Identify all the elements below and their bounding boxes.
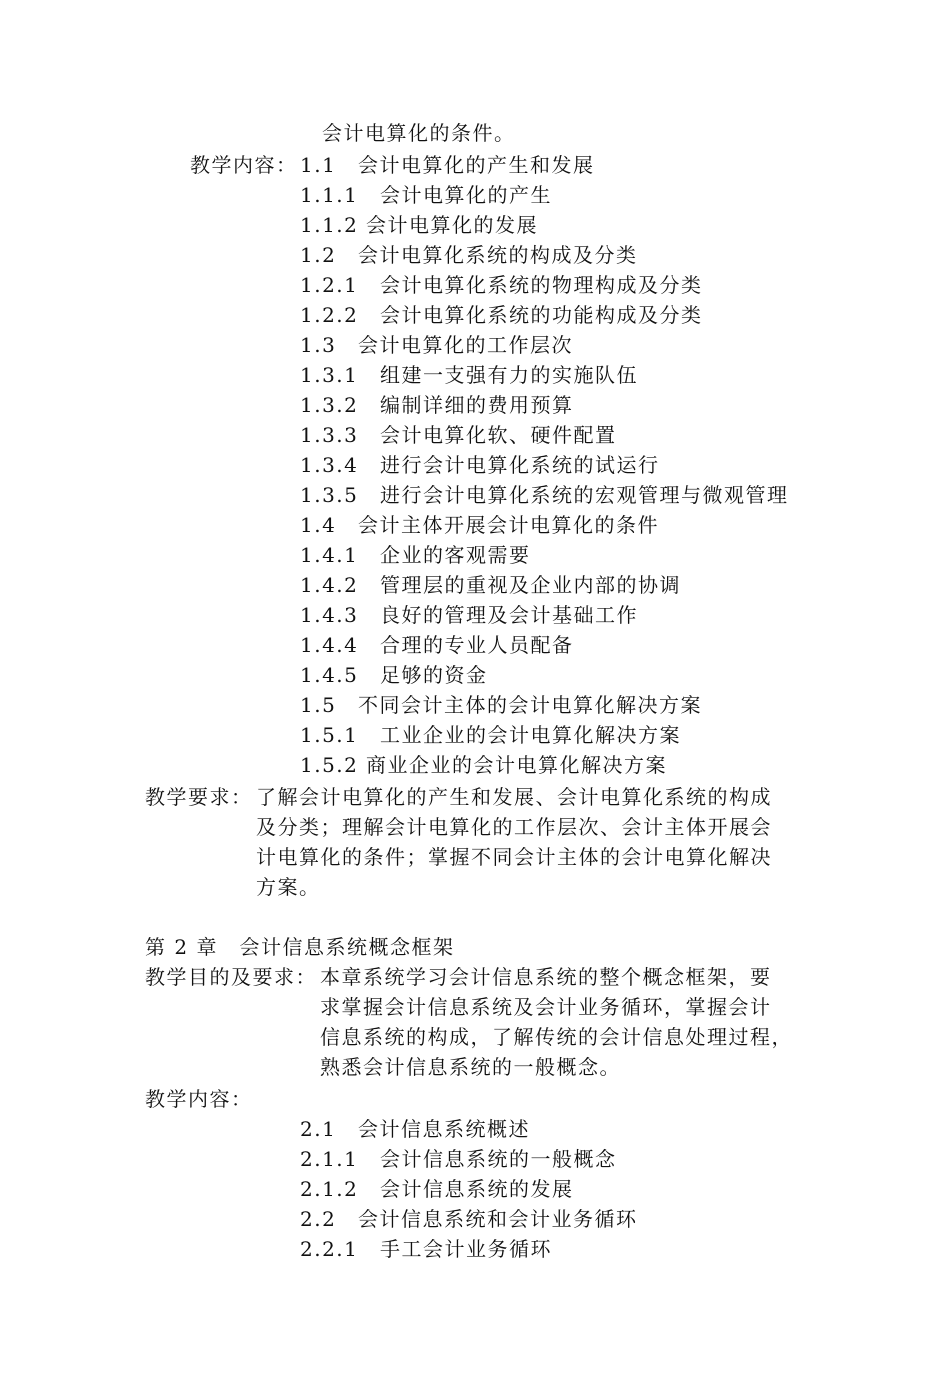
toc-item bbox=[300, 600, 638, 630]
toc-number: 1.3.5 bbox=[300, 483, 359, 507]
toc-number: 1.5 bbox=[300, 693, 337, 717]
toc-item bbox=[300, 570, 681, 600]
toc-item bbox=[300, 1204, 638, 1234]
toc-item bbox=[300, 1174, 574, 1204]
toc-number: 1.2 bbox=[300, 243, 337, 267]
toc-item bbox=[300, 690, 702, 720]
toc-title: 组建一支强有力的实施队伍 bbox=[380, 363, 638, 387]
toc-number: 1.5.2 bbox=[300, 753, 359, 777]
toc-number: 1.3.4 bbox=[300, 453, 359, 477]
toc-item bbox=[300, 510, 659, 540]
toc-item bbox=[300, 390, 574, 420]
objective-tail-text: 会计电算化的条件。 bbox=[322, 121, 516, 145]
toc-item bbox=[300, 420, 617, 450]
toc-number: 1.2.1 bbox=[300, 273, 359, 297]
toc-number: 2.2 bbox=[300, 1207, 337, 1231]
requirements-line: 计电算化的条件；掌握不同会计主体的会计电算化解决 bbox=[256, 845, 772, 869]
toc-item bbox=[300, 180, 552, 210]
requirements-line: 方案。 bbox=[256, 875, 321, 899]
toc-title: 良好的管理及会计基础工作 bbox=[380, 603, 638, 627]
toc-title: 手工会计业务循环 bbox=[380, 1237, 552, 1261]
toc-title: 管理层的重视及企业内部的协调 bbox=[380, 573, 681, 597]
toc-number: 1.1 bbox=[300, 153, 337, 177]
toc-title: 合理的专业人员配备 bbox=[380, 633, 574, 657]
toc-title: 会计信息系统的一般概念 bbox=[380, 1147, 617, 1171]
toc-number: 1.4.4 bbox=[300, 633, 359, 657]
toc-number: 1.4.5 bbox=[300, 663, 359, 687]
toc-title: 会计电算化的产生 bbox=[380, 183, 552, 207]
toc-number: 1.3 bbox=[300, 333, 337, 357]
toc-title: 会计信息系统概述 bbox=[358, 1117, 530, 1141]
toc-number: 2.2.1 bbox=[300, 1237, 359, 1261]
toc-title: 进行会计电算化系统的试运行 bbox=[380, 453, 660, 477]
requirements-line: 及分类；理解会计电算化的工作层次、会计主体开展会 bbox=[256, 815, 772, 839]
toc-title: 商业企业的会计电算化解决方案 bbox=[366, 753, 667, 777]
chapter-heading: 第 2 章 会计信息系统概念框架 bbox=[145, 935, 455, 959]
toc-title: 工业企业的会计电算化解决方案 bbox=[380, 723, 681, 747]
requirements-label: 教学要求： bbox=[145, 785, 253, 809]
toc-title: 会计电算化的工作层次 bbox=[358, 333, 573, 357]
toc-item bbox=[300, 480, 789, 510]
toc-item bbox=[300, 750, 667, 780]
toc-item bbox=[300, 630, 574, 660]
objective-line: 熟悉会计信息系统的一般概念。 bbox=[320, 1055, 621, 1079]
toc-title: 不同会计主体的会计电算化解决方案 bbox=[358, 693, 702, 717]
toc-item bbox=[300, 1234, 552, 1264]
toc-item bbox=[300, 450, 660, 480]
toc-title: 会计电算化的发展 bbox=[366, 213, 538, 237]
toc-item bbox=[300, 660, 488, 690]
toc-title: 会计电算化软、硬件配置 bbox=[380, 423, 617, 447]
toc-number: 1.4.3 bbox=[300, 603, 359, 627]
toc-number: 2.1.2 bbox=[300, 1177, 359, 1201]
toc-number: 2.1.1 bbox=[300, 1147, 359, 1171]
toc-item bbox=[300, 540, 531, 570]
toc-number: 1.3.1 bbox=[300, 363, 359, 387]
content-label: 教学内容： bbox=[145, 1087, 253, 1111]
toc-number: 1.4 bbox=[300, 513, 337, 537]
toc-item bbox=[300, 300, 703, 330]
toc-title: 会计电算化系统的构成及分类 bbox=[358, 243, 638, 267]
toc-number: 1.1.1 bbox=[300, 183, 359, 207]
toc-title: 会计电算化系统的物理构成及分类 bbox=[380, 273, 703, 297]
toc-item bbox=[300, 240, 638, 270]
toc-item bbox=[300, 1114, 530, 1144]
toc-title: 足够的资金 bbox=[380, 663, 488, 687]
objective-line: 信息系统的构成，了解传统的会计信息处理过程， bbox=[320, 1025, 793, 1049]
toc-item bbox=[300, 1144, 617, 1174]
toc-item bbox=[300, 150, 595, 180]
toc-title: 编制详细的费用预算 bbox=[380, 393, 574, 417]
toc-title: 会计信息系统和会计业务循环 bbox=[358, 1207, 638, 1231]
toc-number: 2.1 bbox=[300, 1117, 337, 1141]
toc-title: 会计主体开展会计电算化的条件 bbox=[358, 513, 659, 537]
requirements-line: 了解会计电算化的产生和发展、会计电算化系统的构成 bbox=[256, 785, 772, 809]
toc-number: 1.3.2 bbox=[300, 393, 359, 417]
objective-line: 本章系统学习会计信息系统的整个概念框架，要 bbox=[320, 965, 772, 989]
toc-number: 1.1.2 bbox=[300, 213, 359, 237]
toc-title: 企业的客观需要 bbox=[380, 543, 531, 567]
toc-number: 1.4.1 bbox=[300, 543, 359, 567]
toc-item bbox=[300, 270, 703, 300]
toc-number: 1.5.1 bbox=[300, 723, 359, 747]
toc-title: 会计电算化系统的功能构成及分类 bbox=[380, 303, 703, 327]
toc-number: 1.4.2 bbox=[300, 573, 359, 597]
toc-number: 1.2.2 bbox=[300, 303, 359, 327]
toc-item bbox=[300, 330, 573, 360]
toc-number: 1.3.3 bbox=[300, 423, 359, 447]
content-label: 教学内容： bbox=[190, 153, 298, 177]
toc-title: 进行会计电算化系统的宏观管理与微观管理 bbox=[380, 483, 789, 507]
toc-title: 会计信息系统的发展 bbox=[380, 1177, 574, 1201]
objective-line: 求掌握会计信息系统及会计业务循环，掌握会计 bbox=[320, 995, 772, 1019]
toc-item bbox=[300, 210, 538, 240]
toc-item bbox=[300, 720, 681, 750]
toc-item bbox=[300, 360, 638, 390]
objective-label: 教学目的及要求： bbox=[145, 965, 317, 989]
toc-title: 会计电算化的产生和发展 bbox=[358, 153, 595, 177]
